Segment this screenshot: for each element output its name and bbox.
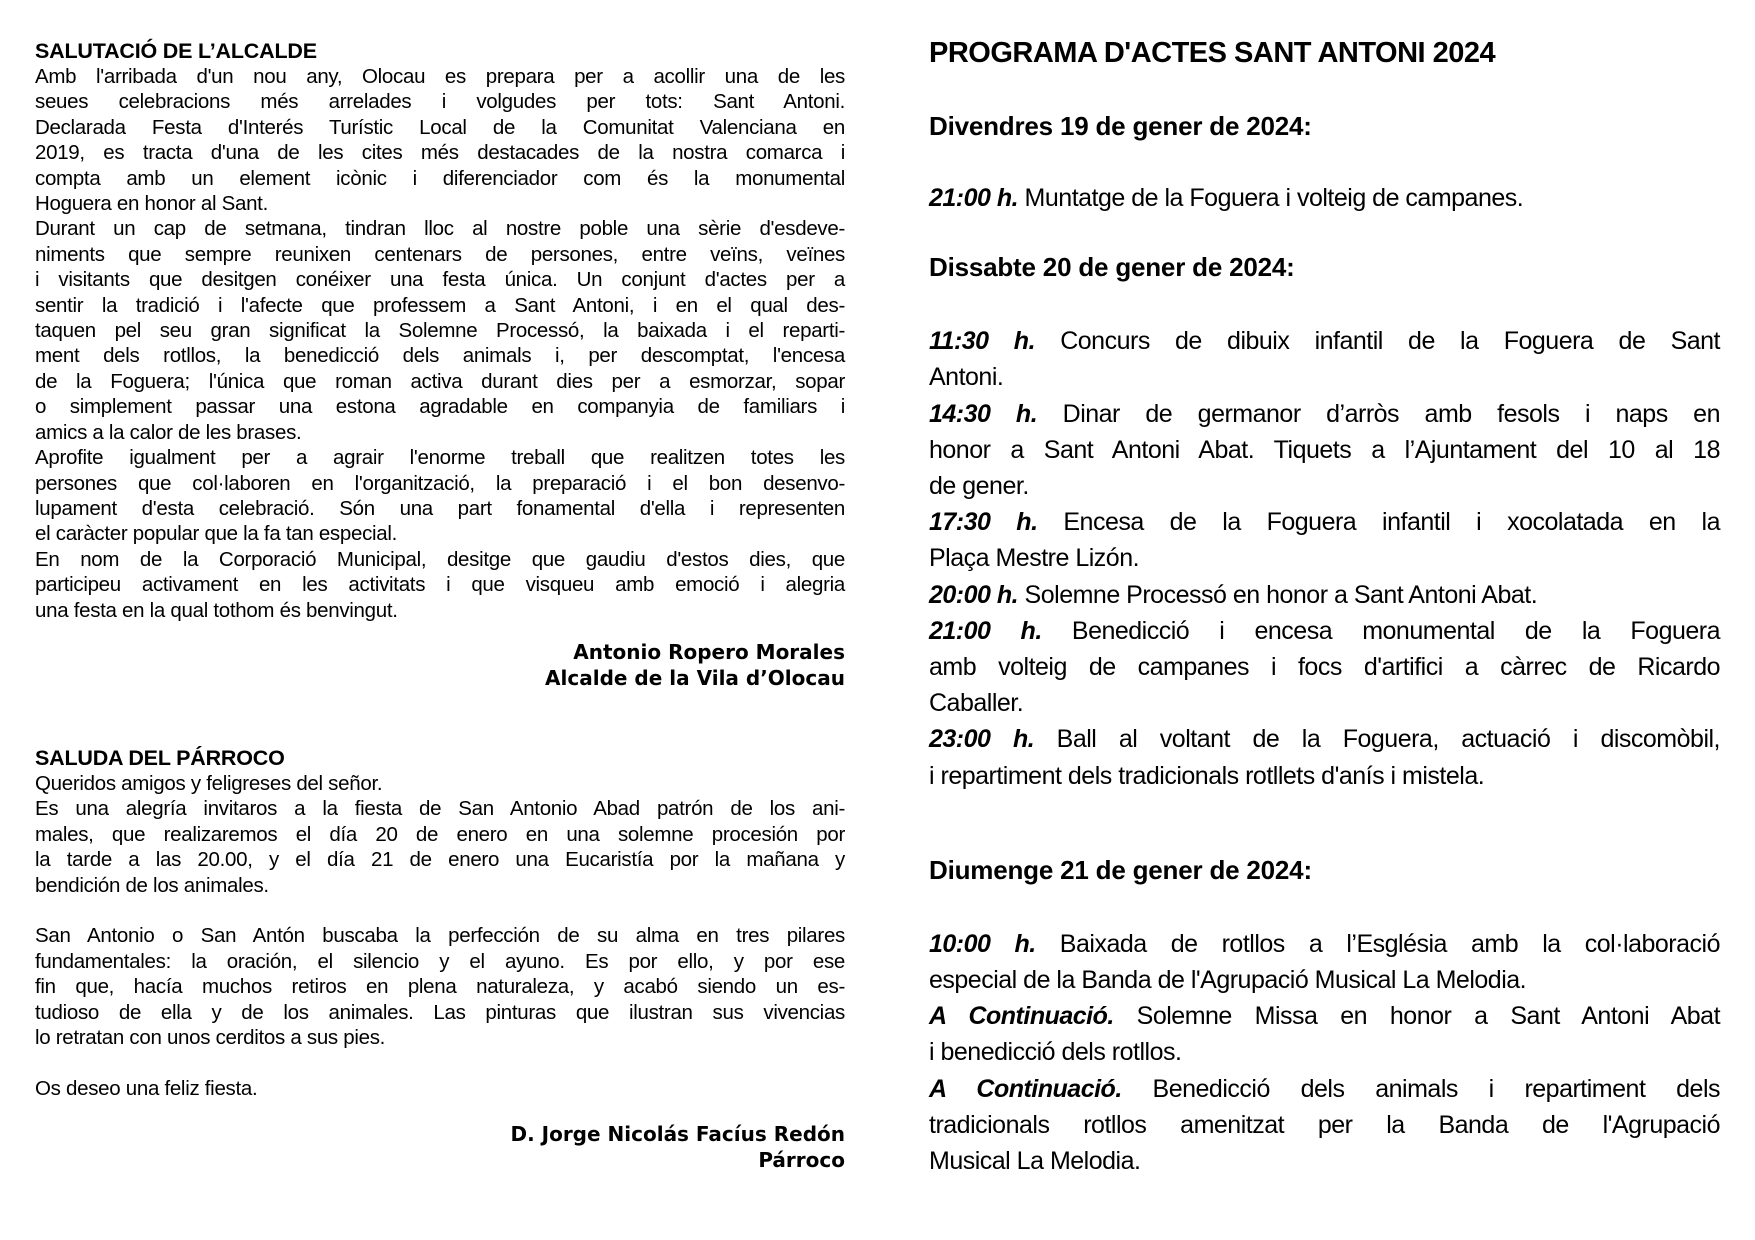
text-line: de gener. [929, 472, 1029, 501]
text-line: 11:30 h. Concurs de dibuix infantil de la Foguera de Sant [929, 327, 1720, 356]
text-line: seues celebracions més arrelades i volgudes per tots: Sant Antoni. [35, 90, 845, 114]
priest-signature-role: Párroco [758, 1148, 845, 1173]
text-line: la tarde a las 20.00, y el día 21 de enero una Eucaristía por la mañana y [35, 848, 845, 872]
event-time: A Continuació. [929, 1002, 1114, 1031]
priest-greeting-text [35, 771, 845, 1101]
priest-signature [35, 1121, 845, 1173]
text-line: Aprofite igualment per a agrair l'enorme treball que realitzen totes les [35, 446, 845, 470]
text-line: Os deseo una feliz fiesta. [35, 1076, 258, 1100]
text-line: 23:00 h. Ball al voltant de la Foguera, actuació i discomòbil, [929, 725, 1720, 754]
text-line: taquen pel seu gran significat la Solemne Processó, la baixada i el reparti- [35, 319, 845, 343]
text-line: 17:30 h. Encesa de la Foguera infantil i xocolatada en la [929, 508, 1720, 537]
text-line: Amb l'arribada d'un nou any, Olocau es prepara per a acollir una de les [35, 65, 845, 88]
event [929, 396, 1720, 505]
event [929, 180, 1720, 216]
text-line: participeu activament en les activitats i que visqueu amb emoció i alegria [35, 573, 845, 597]
text-line: Declarada Festa d'Interés Turístic Local de la Comunitat Valenciana en [35, 115, 845, 139]
text-line: fin que, hacía muchos retiros en plena naturaleza, y acabó siendo un es- [35, 975, 845, 999]
text-line: Plaça Mestre Lizón. [929, 544, 1140, 573]
event [929, 926, 1720, 998]
program-day [929, 249, 1720, 794]
event-time: 17:30 h. [929, 508, 1038, 537]
text-line: tradicionals rotllos amenitzat per la Banda de l'Agrupació [929, 1110, 1720, 1139]
mayor-section-heading: SALUTACIÓ DE L’ALCALDE [35, 39, 317, 63]
text-line: de la Foguera; l'única que roman activa durant dies per a esmorzar, sopar [35, 369, 845, 393]
text-line: Durant un cap de setmana, tindran lloc al nostre poble una sèrie d'esdeve- [35, 217, 845, 241]
text-line: 14:30 h. Dinar de germanor d’arròs amb fesols i naps en [929, 399, 1720, 428]
day-events [929, 180, 1720, 216]
text-line: lo retratan con unos cerditos a sus pies. [35, 1025, 386, 1049]
text-line: Es una alegría invitaros a la fiesta de San Antonio Abad patrón de los ani- [35, 797, 845, 821]
text-line: o simplement passar una estona agradable en companyia de familiars i [35, 395, 845, 419]
priest-greeting-section [35, 745, 845, 1173]
text-line: San Antonio o San Antón buscaba la perfección de su alma en tres pilares [35, 924, 845, 948]
day-heading: Dissabte 20 de gener de 2024: [929, 252, 1295, 283]
mayor-greeting-section [35, 38, 845, 691]
text-line: el caràcter popular que la fa tan especial. [35, 522, 398, 546]
program-day [929, 108, 1720, 216]
text-line: fundamentales: la oración, el silencio y el ayuno. Es por ello, y por ese [35, 949, 845, 973]
event [929, 721, 1720, 793]
mayor-greeting-text [35, 64, 845, 623]
event [929, 577, 1720, 613]
event-time: 20:00 h. [929, 580, 1019, 609]
text-line: persones que col·laboren en l'organització, la preparació i el bon desenvo- [35, 471, 845, 495]
program-day [929, 852, 1720, 1179]
day-heading: Diumenge 21 de gener de 2024: [929, 854, 1312, 885]
text-line: i benedicció dels rotllos. [929, 1038, 1182, 1067]
event-time: 23:00 h. [929, 725, 1035, 754]
program-column [929, 0, 1720, 1179]
mayor-signature [35, 639, 845, 691]
mayor-signature-role: Alcalde de la Vila d’Olocau [545, 665, 845, 690]
event-time: 10:00 h. [929, 929, 1036, 958]
day-events [929, 926, 1720, 1179]
program-days [929, 108, 1720, 1179]
mayor-signature-name: Antonio Ropero Morales [573, 639, 845, 664]
event [929, 998, 1720, 1070]
event [929, 504, 1720, 576]
text-line: niments que sempre reunixen centenars de persones, entre veïns, veïnes [35, 242, 845, 266]
greetings-column [35, 0, 845, 1173]
text-line: ment dels rotllos, la benedicció dels animals i, per descomptat, l'encesa [35, 344, 845, 368]
text-line: tudioso de ella y de los animales. Las pinturas que ilustran sus vivencias [35, 1000, 845, 1024]
text-line: Musical La Melodia. [929, 1147, 1141, 1176]
text-line: Antoni. [929, 363, 1004, 392]
text-line: i visitants que desitgen conéixer una festa única. Un conjunt d'actes per a [35, 268, 845, 292]
text-line: Hoguera en honor al Sant. [35, 192, 268, 216]
text-line: bendición de los animales. [35, 873, 269, 897]
event [929, 1071, 1720, 1180]
day-events [929, 323, 1720, 794]
event-time: A Continuació. [929, 1074, 1122, 1103]
text-line: Queridos amigos y feligreses del señor. [35, 771, 383, 795]
text-line: amb volteig de campanes i focs d'artifici a càrrec de Ricardo [929, 653, 1720, 682]
text-line: males, que realizaremos el día 20 de enero en una solemne procesión por [35, 822, 845, 846]
text-line: A Continuació. Benedicció dels animals i repartiment dels [929, 1074, 1721, 1103]
text-line: 10:00 h. Baixada de rotllos a l’Església amb la col·laboració [929, 929, 1720, 958]
text-line [35, 1050, 845, 1075]
text-line: una festa en la qual tothom és benvingut. [35, 598, 398, 622]
text-line: 21:00 h. Muntatge de la Foguera i volteig de campanes. [929, 184, 1524, 212]
event [929, 613, 1720, 722]
event-time: 21:00 h. [929, 184, 1019, 212]
text-line: 2019, es tracta d'una de les cites més destacades de la nostra comarca i [35, 141, 845, 165]
event-time: 21:00 h. [929, 616, 1042, 645]
text-line: i repartiment dels tradicionals rotllets d'anís i mistela. [929, 761, 1485, 790]
text-line: Caballer. [929, 689, 1024, 718]
event-time: 11:30 h. [929, 327, 1036, 356]
text-line: sentir la tradició i l'afecte que professem a Sant Antoni, i en el qual des- [35, 293, 845, 317]
priest-signature-name: D. Jorge Nicolás Facíus Redón [510, 1122, 845, 1147]
text-line: A Continuació. Solemne Missa en honor a Sant Antoni Abat [929, 1002, 1721, 1031]
text-line: amics a la calor de les brases. [35, 420, 302, 444]
text-line: 21:00 h. Benedicció i encesa monumental de la Foguera [929, 616, 1721, 645]
program-title: PROGRAMA D'ACTES SANT ANTONI 2024 [929, 37, 1496, 69]
priest-section-heading: SALUDA DEL PÁRROCO [35, 745, 285, 770]
text-line: En nom de la Corporació Municipal, desitge que gaudiu d'estos dies, que [35, 547, 845, 571]
text-line: compta amb un element icònic i diferenciador com és la monumental [35, 166, 845, 190]
text-line [35, 898, 845, 923]
event [929, 323, 1720, 395]
text-line: especial de la Banda de l'Agrupació Musical La Melodia. [929, 966, 1527, 995]
day-heading: Divendres 19 de gener de 2024: [929, 111, 1312, 141]
text-line: lupament d'esta celebració. Són una part fonamental d'ella i representen [35, 496, 845, 520]
text-line: 20:00 h. Solemne Processó en honor a Sant Antoni Abat. [929, 580, 1538, 609]
event-time: 14:30 h. [929, 399, 1038, 428]
text-line: honor a Sant Antoni Abat. Tiquets a l’Ajuntament del 10 al 18 [929, 435, 1720, 464]
